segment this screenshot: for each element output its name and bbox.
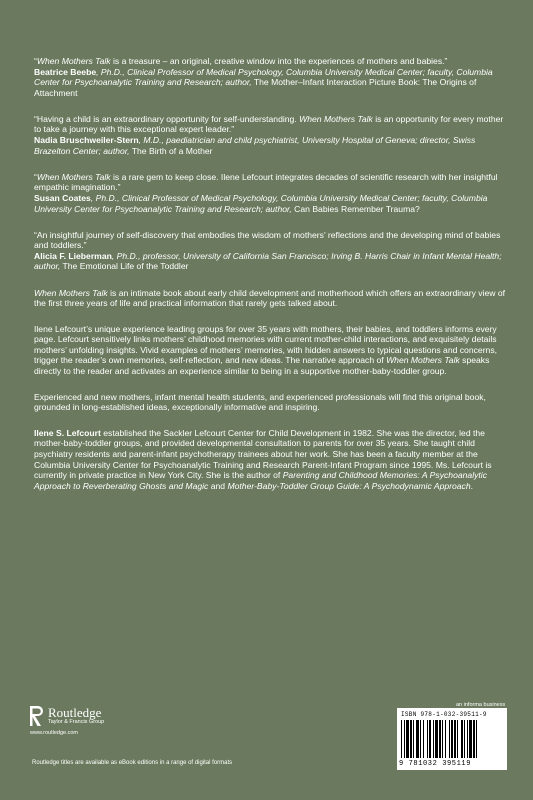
barcode-stripe — [476, 720, 477, 758]
barcode-stripe — [473, 720, 475, 758]
endorsement-lieberman — [34, 230, 506, 272]
description-paragraph-1: When Mothers Talk is an intimate book about early child development and motherhood which offers an extraordinary view of the first three years of life and practical information that rarely gets talked about. — [34, 287, 506, 309]
endorser-credentials: , Ph.D., Clinical Professor of Medical Psychology, Columbia University Medical Center; faculty, Columbia University Center for Psychoanalytic Training and Research; author, — [34, 192, 488, 214]
quote: “When Mothers Talk is a treasure – an original, creative window into the experiences of mothers and babies.” — [34, 56, 448, 66]
barcode-stripe — [467, 720, 468, 758]
barcode-stripe — [413, 720, 414, 758]
quote: “Having a child is an extraordinary opportunity for self-understanding. When Mothers Talk is an opportunity for every mother to take a journey with this exceptional expert leader.” — [34, 113, 504, 135]
endorser-name: Susan Coates — [34, 192, 91, 203]
barcode-stripe — [469, 720, 472, 758]
endorser-name: Beatrice Beebe — [34, 66, 97, 77]
barcode-stripe — [404, 720, 405, 758]
quote: “An insightful journey of self-discovery that embodies the wisdom of mothers’ reflections and the developing mind of babies and toddlers.” — [34, 229, 501, 251]
barcode-stripe — [439, 720, 441, 758]
endorser-credentials: , M.D., paediatrician and child psychiatrist, University Hospital of Geneva; director, Swiss Brazelton Center; author, — [34, 135, 476, 156]
barcode-icon — [401, 720, 503, 758]
barcode-stripe — [433, 720, 434, 758]
barcode-stripe — [454, 720, 456, 758]
quote: “When Mothers Talk is a rare gem to keep close. Ilene Lefcourt integrates decades of scientific research with her insightful empathic imagination.” — [34, 171, 498, 193]
book-title: When Mothers Talk — [386, 355, 460, 366]
author-bio: Ilene S. Lefcourt established the Sackler Lefcourt Center for Child Development in 1982. She was the director, led the mother-baby-toddler groups, and provided developmental consultation to parents for over 35 years. She taught child psychiatry residents and parent-infant psychotherapy trainees about her work. She has been a faculty member at the Columbia University Center for Psychoanalytic Training and Research Parent-Infant Program since 1995. Ms. Lefcourt is currently in private practice in New York City. She is the author of Parenting and Childhood Memories: A Psychoanalytic Approach to Reverberating Ghosts and Magic and Mother-Baby-Toddler Group Guide: A Psychodynamic Approach. — [34, 427, 492, 491]
back-cover-text — [34, 56, 506, 506]
endorsement-beebe — [34, 56, 506, 98]
barcode-stripe — [416, 720, 419, 758]
publisher-url: www.routledge.com — [30, 730, 78, 736]
barcode-stripe — [445, 720, 446, 758]
barcode-stripe — [461, 720, 463, 758]
barcode-stripe — [435, 720, 438, 758]
barcode-stripe — [451, 720, 453, 758]
attribution — [34, 193, 506, 214]
barcode-stripe — [420, 720, 421, 758]
book-title: When Mothers Talk — [299, 113, 373, 124]
barcode-stripe — [406, 720, 409, 758]
isbn-label: ISBN 978-1-032-39511-9 — [401, 711, 487, 718]
isbn-barcode — [397, 708, 507, 770]
description-paragraph-3: Experienced and new mothers, infant mental health students, and experienced professionals will find this original book, grounded in long-established ideas, exceptionally informative and inspiring. — [34, 391, 486, 413]
endorser-book: Can Babies Remember Trauma? — [291, 203, 420, 214]
barcode-stripe — [457, 720, 458, 758]
author-book-2: Mother-Baby-Toddler Group Guide: A Psychodynamic Approach — [227, 480, 471, 491]
publisher-name: Routledge — [48, 705, 102, 720]
endorser-credentials: , Ph.D., professor, University of California San Francisco; Irving B. Harris Chair in Infant Mental Health; author, — [34, 250, 502, 272]
informa-tagline: an informa business — [456, 702, 506, 708]
barcode-stripe — [401, 720, 402, 758]
author-book-1: Parenting and Childhood Memories: A Psychoanalytic Approach to Reverberating Ghosts and Magic — [34, 470, 487, 491]
barcode-stripe — [427, 720, 428, 758]
barcode-stripe — [464, 720, 465, 758]
book-title: When Mothers Talk — [36, 171, 111, 182]
endorser-book: The Emotional Life of the Toddler — [60, 261, 189, 272]
endorser-name: Alicia F. Lieberman — [34, 250, 112, 261]
barcode-digits: 9 781032 395119 — [399, 760, 472, 768]
barcode-stripe — [442, 720, 443, 758]
book-title: When Mothers Talk — [36, 56, 111, 66]
publisher-logo — [30, 705, 230, 727]
routledge-logo-icon — [30, 705, 44, 727]
endorsement-bruschweiler-stern — [34, 114, 506, 156]
endorser-book: The Birth of a Mother — [129, 145, 213, 156]
book-title: When Mothers Talk — [34, 287, 108, 298]
endorsement-coates — [34, 172, 506, 214]
barcode-stripe — [429, 720, 431, 758]
publisher-subtitle: Taylor & Francis Group — [48, 719, 105, 725]
endorser-name: Nadia Bruschweiler-Stern — [34, 135, 139, 146]
attribution — [34, 135, 506, 156]
endorser-credentials: , Ph.D., Clinical Professor of Medical Psychology, Columbia University Medical Center; faculty, Columbia Center for Psychoanalytic Training and Research; author, — [34, 66, 493, 88]
ebook-note: Routledge titles are available as eBook editions in a range of digital formats — [32, 760, 233, 766]
barcode-stripe — [423, 720, 424, 758]
endorser-book: The Mother–Infant Interaction Picture Book: The Origins of Attachment — [34, 77, 477, 98]
barcode-stripe — [449, 720, 450, 758]
attribution — [34, 67, 506, 99]
attribution — [34, 251, 506, 272]
publisher-block — [30, 705, 230, 736]
author-name: Ilene S. Lefcourt — [34, 427, 101, 438]
barcode-stripe — [410, 720, 412, 758]
description-paragraph-2: Ilene Lefcourt’s unique experience leading groups for over 35 years with mothers, their babies, and toddlers informs every page. Lefcourt sensitively links mothers’ childhood memories with current mother-child interactions, and exquisitely details mothers’ unfolding insights. Vivid examples of mothers’ memories, with hidden answers to typical questions and concerns, trigger the reader’s own memories, self-reflection, and new ideas. The narrative approach of When Mothers Talk speaks directly to the reader and activates an experience similar to being in a supportive mother-baby-toddler group. — [34, 323, 498, 377]
